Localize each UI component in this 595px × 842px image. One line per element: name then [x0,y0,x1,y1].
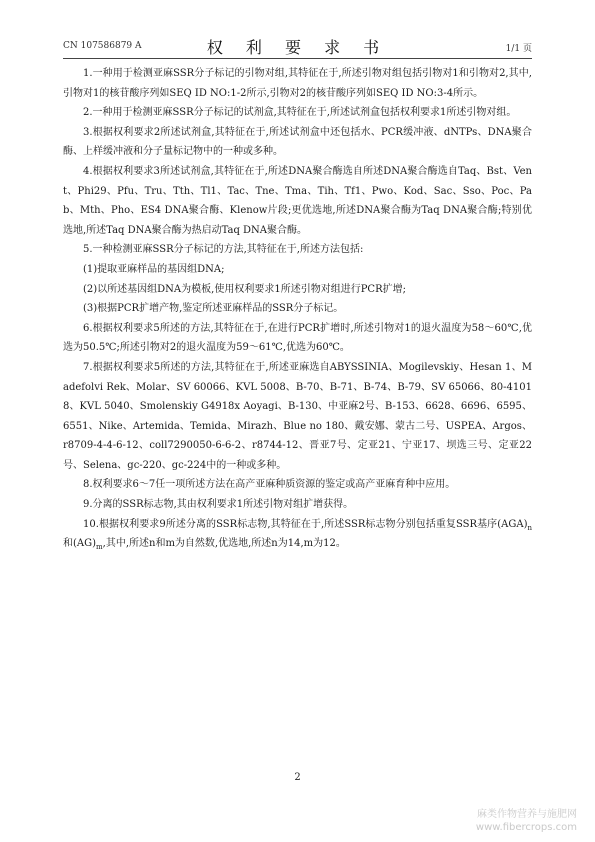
claims-body [63,64,532,554]
claim-1: 1.一种用于检测亚麻SSR分子标记的引物对组,其特征在于,所述引物对组包括引物对1和引物对2,其中,引物对1的核苷酸序列如SEQ ID NO:1-2所示,引物对2的核苷酸序列如SEQ ID NO:3-4所示。 [63,68,532,99]
claim-9: 9.分离的SSR标志物,其由权利要求1所述引物对组扩增获得。 [83,499,354,511]
claim-5-step-1: (1)提取亚麻样品的基因组DNA; [83,263,225,275]
page-number: 2 [294,772,301,783]
document-header [63,34,532,56]
claim-10-text-a: 10.根据权利要求9所述分离的SSR标志物,其特征在于,所述SSR标志物分别包括重复SSR基序(AGA) [83,518,528,530]
claim-5: 5.一种检测亚麻SSR分子标记的方法,其特征在于,所述方法包括: [83,244,364,256]
claim-2: 2.一种用于检测亚麻SSR分子标记的试剂盒,其特征在于,所述试剂盒包括权利要求1所述引物对组。 [83,107,517,119]
watermark-site-name: 麻类作物营养与施肥网 [477,809,577,820]
claim-6: 6.根据权利要求5所述的方法,其特征在于,在进行PCR扩增时,所述引物对1的退火温度为58～60℃,优选为50.5℃;所述引物对2的退火温度为59～61℃,优选为60℃。 [63,322,532,354]
header-divider [63,58,532,59]
claim-10-subscript-n: n [527,523,532,532]
publication-number: CN 107586879 A [63,41,142,51]
claim-10-text-c: ,其中,所述n和m为自然数,优选地,所述n为14,m为12。 [102,538,346,550]
claim-4: 4.根据权利要求3所述试剂盒,其特征在于,所述DNA聚合酶选自所述DNA聚合酶选自Taq、Bst、Vent、Phi29、Pfu、Tru、Tth、Tl1、Tac、Tne、Tma、Tih、Tf1、Pwo、Kod、Sac、Sso、Poc、Pab、Mth、Pho、ES4 DNA聚合酶、Klenow片段;更优选地,所述DNA聚合酶为Taq DNA聚合酶;特别优选地,所述Taq DNA聚合酶为热启动Taq DNA聚合酶。 [63,165,532,236]
claim-5-step-2: (2)以所述基因组DNA为模板,使用权利要求1所述引物对组进行PCR扩增; [83,283,406,295]
claim-10-text-b: 和(AG) [63,538,97,550]
page-indicator: 1/1 页 [505,44,532,54]
document-title: 权 利 要 求 书 [206,38,389,57]
claim-10 [63,515,532,554]
claim-7: 7.根据权利要求5所述的方法,其特征在于,所述亚麻选自ABYSSINIA、Mogilevskiy、Hesan 1、Madefolvi Rek、Molar、SV 60066、KVL 5008、B-70、B-71、B-74、B-79、SV 65066、80-41018、KVL 5040、Smolenskiy G4918x Aoyagi、B-130、中亚麻2号、B-153、6628、6696、6595、6551、Nike、Artemida、Temida、Mirazh、Blue no 180、戴安娜、蒙古二号、USPEA、Argos、r8709-4-4-6-12、coll7290050-6-6-2、r8744-12、晋亚7号、定亚21、宁亚17、坝选三号、定亚22号、Selena、gc-220、gc-224中的一种或多种。 [63,361,532,471]
claim-5-step-3: (3)根据PCR扩增产物,鉴定所述亚麻样品的SSR分子标记。 [83,303,344,315]
claim-3: 3.根据权利要求2所述试剂盒,其特征在于,所述试剂盒中还包括水、PCR缓冲液、dNTPs、DNA聚合酶、上样缓冲液和分子量标记物中的一种或多种。 [63,126,532,158]
watermark-url: www.fibercrops.com [475,822,577,833]
claim-8: 8.权利要求6～7任一项所述方法在高产亚麻种质资源的鉴定或高产亚麻育种中应用。 [83,479,456,491]
site-watermark [427,808,577,834]
claim-10-subscript-m: m [96,543,103,552]
